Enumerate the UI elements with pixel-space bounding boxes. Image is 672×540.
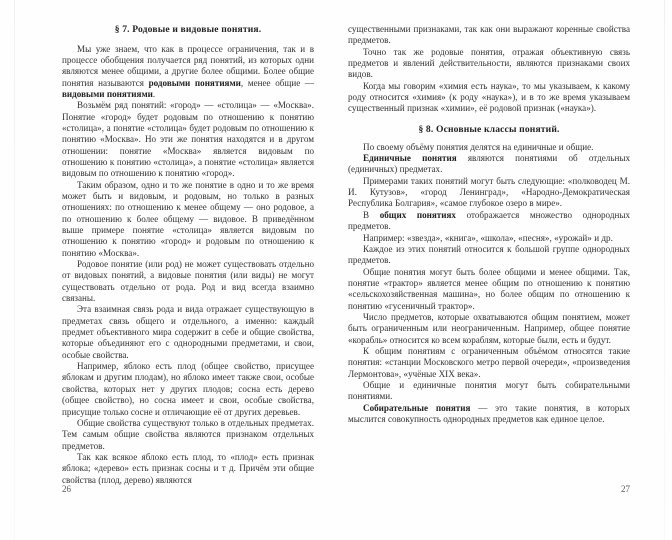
paragraph: [348, 233, 630, 244]
paragraph: [348, 312, 630, 346]
text-run: являются понятиями об отдельных (единичных) предметах.: [348, 153, 630, 175]
text-run: Так как всякое яблоко есть плод, то «плод» есть признак яблока; «дерево» есть признак сосны и т д. Причём эти общие свойства (плод, дерево) являются: [62, 451, 314, 485]
text-run: Когда мы говорим «химия есть наука», то мы указываем, к какому роду относится «химия» (к роду «наука»), и в то же время указываем существенный признак «химии», её родовой признак («наука»).: [348, 80, 630, 114]
paragraph: [348, 267, 630, 312]
paragraph: [348, 24, 630, 47]
paragraph: [62, 452, 314, 486]
text-run: Например, яблоко есть плод (общее свойство, присущее яблокам и другим плодам), но яблоко имеет также свои, особые свойства, которых нет у других плодов; сосна есть дерево (общее свойство), но сосна имеет и свои, особые свойства, присущие только сосне и отличающие её от других деревьев.: [62, 361, 314, 417]
paragraph: [348, 403, 630, 426]
page-number-right: 27: [621, 484, 630, 494]
text-run: Мы уже знаем, что как в процессе ограничения, так и в процессе обобщения получается ряд понятий, из которых одни являются менее общими, а другие более общими. Более общие понятия называются: [62, 43, 314, 88]
text-run: , менее общие —: [240, 77, 315, 88]
paragraph: [348, 380, 630, 403]
text-run: Эта взаимная связь рода и вида отражает существующую в предметах связь общего и отдельного, а именно: каждый предмет объективного мира содержит в себе и общие свойства, которые объединяют его с однородными предметами, и свои, особые свойства.: [62, 304, 314, 360]
bold-term: видовыми понятиями: [62, 88, 153, 99]
text-run: Общие понятия могут быть более общими и менее общими. Так, понятие «трактор» является менее общим по отношению к понятию «сельскохозяйственная машина», но более общим по отношению к понятию «гусеничный трактор».: [348, 266, 630, 311]
paragraph: [62, 180, 314, 259]
bold-term: общих понятиях: [379, 209, 456, 220]
text-run: — это такие понятия, в которых мыслится совокупность однородных предметов как единое целое.: [348, 402, 630, 424]
text-run: Общие и единичные понятия могут быть собирательными понятиями.: [348, 379, 630, 402]
bold-term: Собирательные понятия: [363, 402, 471, 413]
text-run: отображается множество однородных предметов.: [348, 209, 630, 232]
text-run: В: [363, 209, 380, 220]
paragraph: [62, 304, 314, 361]
section-heading-7: § 7. Родовые и видовые понятия.: [114, 24, 262, 35]
bold-term: Единичные понятия: [363, 153, 457, 164]
paragraph: [348, 176, 630, 210]
text-run: Каждое из этих понятий относится к большой группе однородных предметов.: [348, 243, 630, 266]
text-run: Точно так же родовые понятия, отражая объективную связь предметов и явлений действительности, являются признаками своих видов.: [348, 46, 630, 80]
paragraph: [348, 81, 630, 115]
text-run: По своему объёму понятия делятся на единичные и общие.: [363, 141, 594, 152]
text-run: Таким образом, одно и то же понятие в одно и то же время может быть и видовым, и родовым, но только в разных отношениях: по отношению к менее общему — оно родовое, а по отношению к более общему — видовое. В приведённом выше примере понятие «столица» является видовым по отношению к понятию «город» и родовым по отношению к понятию «Москва».: [62, 179, 314, 258]
paragraph: [62, 418, 314, 452]
paragraph: [348, 47, 630, 81]
paragraph: [348, 142, 630, 153]
text-run: Возьмём ряд понятий: «город» — «столица» — «Москва». Понятие «город» будет родовым по отношению к понятию «столица», а понятие «столица» будет родовым по отношению к понятию «Москва». Но эти же понятия находятся и в другом отношении: понятие «Москва» является видовым по отношению к понятию «столица», а понятие «столица» является видовым по отношению к понятию «город».: [62, 100, 314, 179]
paragraph: [62, 361, 314, 418]
paragraph: [62, 259, 314, 304]
text-run: Родовое понятие (или род) не может существовать отдельно от видовых понятий, а видовые понятия (или виды) не могут существовать отдельно от рода. Род и вид всегда взаимно связаны.: [62, 259, 314, 304]
page-number-left: 26: [62, 484, 71, 494]
text-run: К общим понятиям с ограниченным объёмом относятся такие понятия: «станции Московского метро первой очереди», «произведения Лермонтова», «учёные XIX века».: [348, 345, 630, 379]
section-heading-8: § 8. Основные классы понятий.: [418, 123, 560, 135]
left-column-body: [62, 44, 314, 486]
text-run: существенными признаками, так как они выражают коренные свойства предметов.: [348, 24, 630, 46]
bold-term: родовыми понятиями: [148, 77, 241, 88]
paragraph: [348, 210, 630, 233]
paragraph: [348, 244, 630, 267]
paragraph: [62, 100, 314, 179]
right-column-body: [348, 142, 630, 426]
text-run: Число предметов, которые охватываются общим понятием, может быть ограниченным или неограниченным. Например, общее понятие «корабль» относится ко всем кораблям, которые были, есть и будут.: [348, 311, 630, 345]
text-run: .: [152, 88, 156, 99]
paragraph: [62, 44, 314, 101]
paragraph: [348, 153, 630, 176]
text-run: Общие свойства существуют только в отдельных предметах. Тем самым общие свойства являются признаком отдельных предметов.: [62, 417, 314, 451]
right-column-body-top: [348, 24, 630, 115]
text-run: Примерами таких понятий могут быть следующие: «полководец М. И. Кутузов», «город Ленинград», «Народно‑Демократическая Республика Болгария», «самое глубокое озеро в мире».: [348, 175, 630, 209]
text-run: Например: «звезда», «книга», «школа», «песня», «урожай» и др.: [363, 232, 613, 243]
paragraph: [348, 346, 630, 380]
page-right: [336, 0, 672, 540]
